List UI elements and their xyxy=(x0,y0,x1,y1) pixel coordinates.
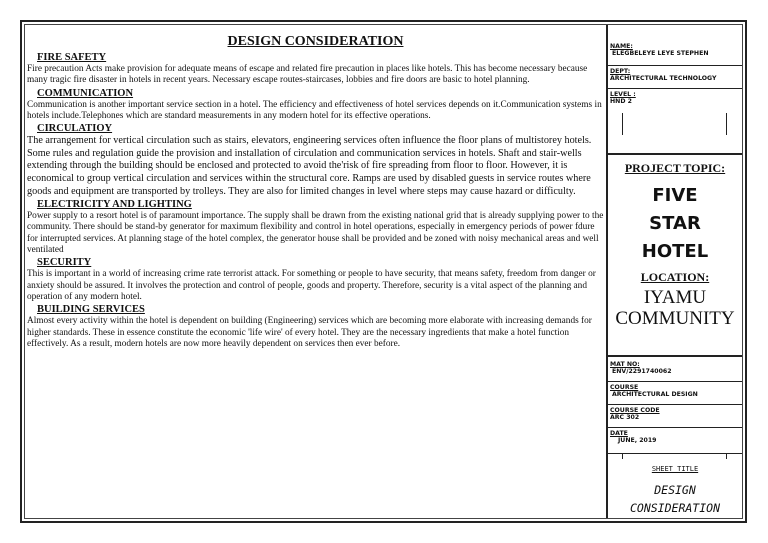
divider-tick xyxy=(726,113,727,135)
divider xyxy=(608,381,742,382)
section-building-services xyxy=(27,304,604,350)
dept-block xyxy=(610,68,740,82)
drawing-sheet xyxy=(20,20,747,523)
date-value: JUNE, 2019 xyxy=(618,437,657,444)
mat-label: MAT NO: xyxy=(610,361,640,368)
course-block xyxy=(610,384,740,398)
sheet-title-label: SHEET TITLE xyxy=(651,465,699,473)
sheet-title-line: CONSIDERATION xyxy=(629,501,720,515)
sheet-inner-border xyxy=(24,24,743,519)
name-block xyxy=(610,43,740,57)
date-block xyxy=(610,430,740,444)
divider xyxy=(608,65,742,66)
divider-tick xyxy=(726,453,727,459)
section-body: Fire precaution Acts make provision for adequate means of escape and related fire precaution in places like hotels. This has become necessary because many tragic fire disaster in hotels in recent years. Necessary escape routes-staircases, lobbies and fire doors are basic to hotel planning. xyxy=(27,64,588,86)
divider xyxy=(608,404,742,405)
title-block xyxy=(608,25,742,518)
course-code-block xyxy=(610,407,740,421)
section-security xyxy=(27,257,604,303)
project-topic-label: PROJECT TOPIC: xyxy=(624,161,726,175)
section-heading: BUILDING SERVICES xyxy=(37,304,145,316)
dept-label: DEPT: xyxy=(610,68,631,75)
location-line: COMMUNITY xyxy=(615,308,735,329)
section-heading: ELECTRICITY AND LIGHTING xyxy=(37,199,192,211)
section-heading: SECURITY xyxy=(37,257,92,269)
section-heading: COMMUNICATION xyxy=(37,87,134,99)
course-code-label: COURSE CODE xyxy=(610,407,660,414)
divider xyxy=(608,453,742,454)
sheet-title-value xyxy=(608,481,742,517)
location-line: IYAMU xyxy=(643,287,707,308)
section-communication xyxy=(27,88,604,123)
location-label: LOCATION: xyxy=(640,270,710,284)
divider-tick xyxy=(622,113,623,135)
date-label: DATE xyxy=(610,430,628,437)
level-label: LEVEL : xyxy=(610,91,636,98)
section-body: The arrangement for vertical circulation such as stairs, elevators, engineering services often influence the floor plans of multistorey hotels. Some rules and regulation guide the provision and installation of circulation and communication services in hotels. Shaft and stair-wells extending through the building should be enclosed and protected to avoid the'risk of fire spreading from floor to floor. However, it is economical to group vertical circulation and services within the structural core. Ramps are used by disabled guests in service routes where goods and equipment are transported by trolleys. They are also for limited changes in level where steps may cause hazard or difficulty. xyxy=(27,135,592,197)
sheet-title-line: DESIGN xyxy=(654,483,696,497)
divider xyxy=(608,88,742,89)
section-heading: CIRCULATIOY xyxy=(37,123,113,135)
dept-value: ARCHITECTURAL TECHNOLOGY xyxy=(610,75,717,82)
section-heading: FIRE SAFETY xyxy=(37,52,107,63)
divider-tick xyxy=(622,453,623,459)
course-code-value: ARC 302 xyxy=(610,414,640,421)
section-body: This is important in a world of increasing crime rate terrorist attack. For something or people to have security, that means safety, freedom from danger or anxiety should be assured. It involves the protection and control of people, goods and property. Therefore, security is a vital aspect of the planning and operation of any modern hotel. xyxy=(27,269,596,302)
project-topic-line: FIVE xyxy=(652,185,698,206)
main-content xyxy=(25,25,608,518)
mat-block xyxy=(610,361,740,375)
project-topic-value xyxy=(608,182,742,266)
project-topic-line: HOTEL xyxy=(641,241,709,262)
name-label: NAME: xyxy=(610,43,633,50)
section-body: Power supply to a resort hotel is of paramount importance. The supply shall be drawn from the existing national grid that is already supplying power to the community. There should be stand-by generator for maximum flexibility and control in hotel operations, especially in emergency periods of power fdure for interrupted services. At planning stage of the hotel complex, the generator house shall be provided and be zoned with noisy mechanical areas and well ventilated xyxy=(27,211,604,256)
project-topic-line: STAR xyxy=(649,213,701,234)
section-circulation xyxy=(27,123,604,198)
project-block xyxy=(608,153,742,357)
divider xyxy=(608,427,742,428)
course-label: COURSE xyxy=(610,384,639,391)
section-fire-safety xyxy=(27,52,604,87)
section-body: Communication is another important service section in a hotel. The efficiency and effectiveness of hotel services depends on it.Communication systems in hotels include.Telephones which are standard measurements in any modern hotel for its effective operations. xyxy=(27,99,602,121)
page-title: DESIGN CONSIDERATION xyxy=(227,34,404,49)
location-value xyxy=(608,287,742,329)
section-electricity xyxy=(27,199,604,256)
name-value: ELEGBELEYE LEYE STEPHEN xyxy=(612,50,709,57)
level-value: HND 2 xyxy=(610,98,632,105)
mat-value: ENV/2291740062 xyxy=(612,368,672,375)
level-block xyxy=(610,91,740,105)
course-value: ARCHITECTURAL DESIGN xyxy=(612,391,698,398)
section-body: Almost every activity within the hotel is dependent on building (Engineering) services which are becoming more elaborate with increasing demands for higher standards. These in essence constitute the economic 'life wire' of every hotel. They are the necessary ingredients that make a hotel function effectively. As a result, modern hotels are now more heavily dependent on services then ever before. xyxy=(27,316,592,349)
